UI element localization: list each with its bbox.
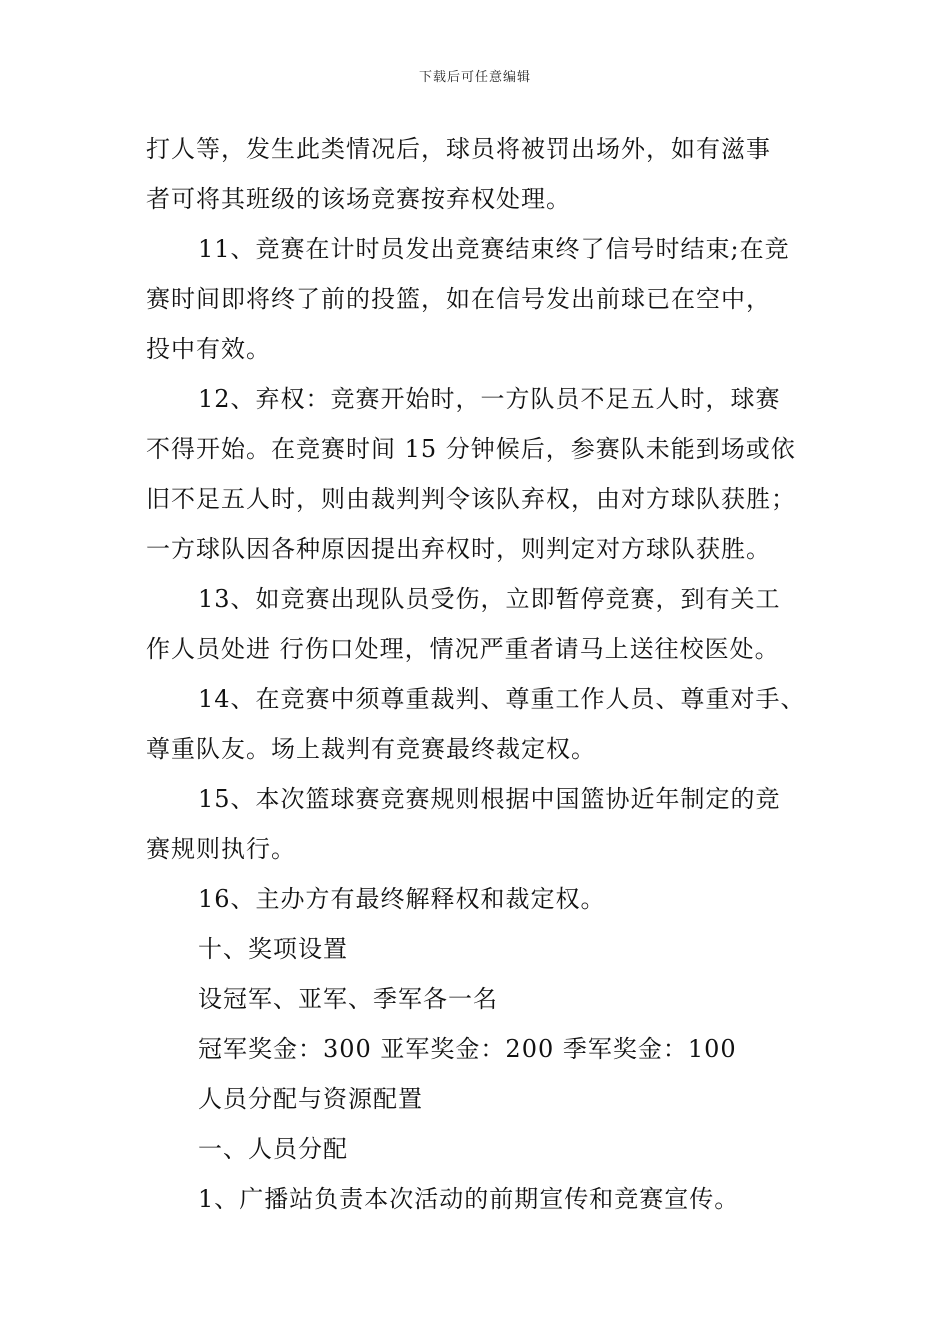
text-line: 作人员处进 行伤口处理，情况严重者请马上送往校医处。	[146, 635, 780, 663]
section-heading: 人员分配与资源配置	[198, 1085, 423, 1113]
text-line: 冠军奖金：300 亚军奖金：200 季军奖金：100	[198, 1035, 737, 1063]
text-line: 赛规则执行。	[146, 835, 296, 863]
section-heading: 十、奖项设置	[198, 935, 348, 963]
text-line: 投中有效。	[146, 335, 271, 363]
text-line: 者可将其班级的该场竞赛按弃权处理。	[146, 185, 571, 213]
text-line: 13、如竞赛出现队员受伤，立即暂停竞赛，到有关工	[198, 585, 781, 613]
text-line: 尊重队友。场上裁判有竞赛最终裁定权。	[146, 735, 596, 763]
text-line: 设冠军、亚军、季军各一名	[198, 985, 498, 1013]
text-line: 12、弃权：竞赛开始时，一方队员不足五人时，球赛	[198, 385, 781, 413]
text-line: 不得开始。在竞赛时间 15 分钟候后，参赛队未能到场或依	[146, 435, 796, 463]
text-line: 11、竞赛在计时员发出竞赛结束终了信号时结束;在竞	[198, 235, 790, 263]
text-line: 旧不足五人时，则由裁判判令该队弃权，由对方球队获胜；	[146, 485, 796, 513]
text-line: 一方球队因各种原因提出弃权时，则判定对方球队获胜。	[146, 535, 771, 563]
body-text	[146, 124, 826, 1224]
text-line: 赛时间即将终了前的投篮，如在信号发出前球已在空中，	[146, 285, 771, 313]
text-line: 16、主办方有最终解释权和裁定权。	[198, 885, 606, 913]
text-line: 1、广播站负责本次活动的前期宣传和竞赛宣传。	[198, 1185, 740, 1213]
text-line: 14、在竞赛中须尊重裁判、尊重工作人员、尊重对手、	[198, 685, 806, 713]
text-line: 打人等，发生此类情况后，球员将被罚出场外，如有滋事	[146, 135, 771, 163]
header-note: 下载后可任意编辑	[418, 70, 531, 85]
text-line: 15、本次篮球赛竞赛规则根据中国篮协近年制定的竞	[198, 785, 781, 813]
section-heading: 一、人员分配	[198, 1135, 348, 1163]
